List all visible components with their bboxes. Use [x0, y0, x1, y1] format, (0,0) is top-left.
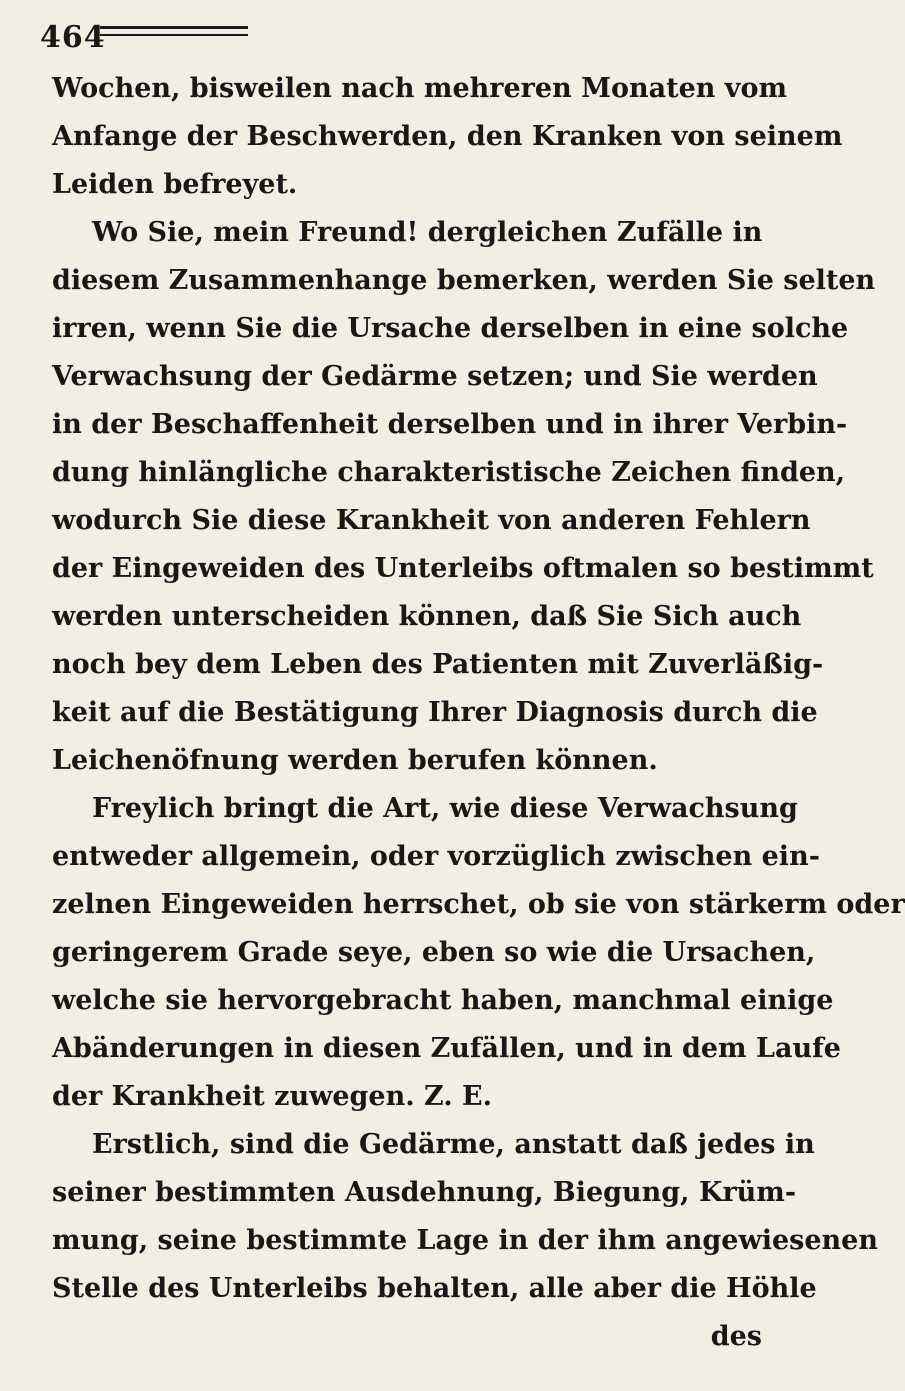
text-line: welche sie hervorgebracht haben, manchmal einige: [52, 985, 834, 1016]
text-line: Anfange der Beschwerden, den Kranken von seinem: [52, 121, 843, 152]
text-line: dung hinlängliche charakteristische Zeichen finden,: [52, 457, 846, 488]
text-line: Wochen, bisweilen nach mehreren Monaten vom: [52, 73, 788, 104]
text-line: der Eingeweiden des Unterleibs oftmalen so bestimmt: [52, 553, 874, 584]
text-line: Wo Sie, mein Freund! dergleichen Zufälle in: [92, 217, 763, 248]
text-line: diesem Zusammenhange bemerken, werden Sie selten: [52, 265, 876, 296]
text-line: irren, wenn Sie die Ursache derselben in eine solche: [52, 313, 849, 344]
catchword: des: [710, 1321, 762, 1352]
text-line: Freylich bringt die Art, wie diese Verwachsung: [92, 793, 798, 824]
text-line: noch bey dem Leben des Patienten mit Zuverläßig-: [52, 649, 824, 680]
text-line: werden unterscheiden können, daß Sie Sich auch: [52, 601, 802, 632]
header-rule: [100, 26, 248, 29]
text-line: Verwachsung der Gedärme setzen; und Sie werden: [52, 361, 818, 392]
text-line: seiner bestimmten Ausdehnung, Biegung, Krüm-: [52, 1177, 797, 1208]
text-line: geringerem Grade seye, eben so wie die Ursachen,: [52, 937, 816, 968]
text-line: Erstlich, sind die Gedärme, anstatt daß jedes in: [92, 1129, 815, 1160]
text-line: entweder allgemein, oder vorzüglich zwischen ein-: [52, 841, 820, 872]
text-line: der Krankheit zuwegen. Z. E.: [52, 1081, 493, 1112]
page-number: 464: [40, 20, 106, 55]
text-line: mung, seine bestimmte Lage in der ihm angewiesenen: [52, 1225, 878, 1256]
header-rule-lower: [100, 34, 248, 36]
text-line: Stelle des Unterleibs behalten, alle aber die Höhle: [52, 1273, 817, 1304]
text-line: Leichenöfnung werden berufen können.: [52, 745, 658, 776]
text-line: wodurch Sie diese Krankheit von anderen Fehlern: [52, 505, 811, 536]
body-text: [52, 65, 905, 1361]
text-line: Abänderungen in diesen Zufällen, und in dem Laufe: [52, 1033, 841, 1064]
text-line: Leiden befreyet.: [52, 169, 298, 200]
text-line: in der Beschaffenheit derselben und in ihrer Verbin-: [52, 409, 848, 440]
text-line: keit auf die Bestätigung Ihrer Diagnosis durch die: [52, 697, 818, 728]
text-line: zelnen Eingeweiden herrschet, ob sie von stärkerm oder: [52, 889, 905, 920]
